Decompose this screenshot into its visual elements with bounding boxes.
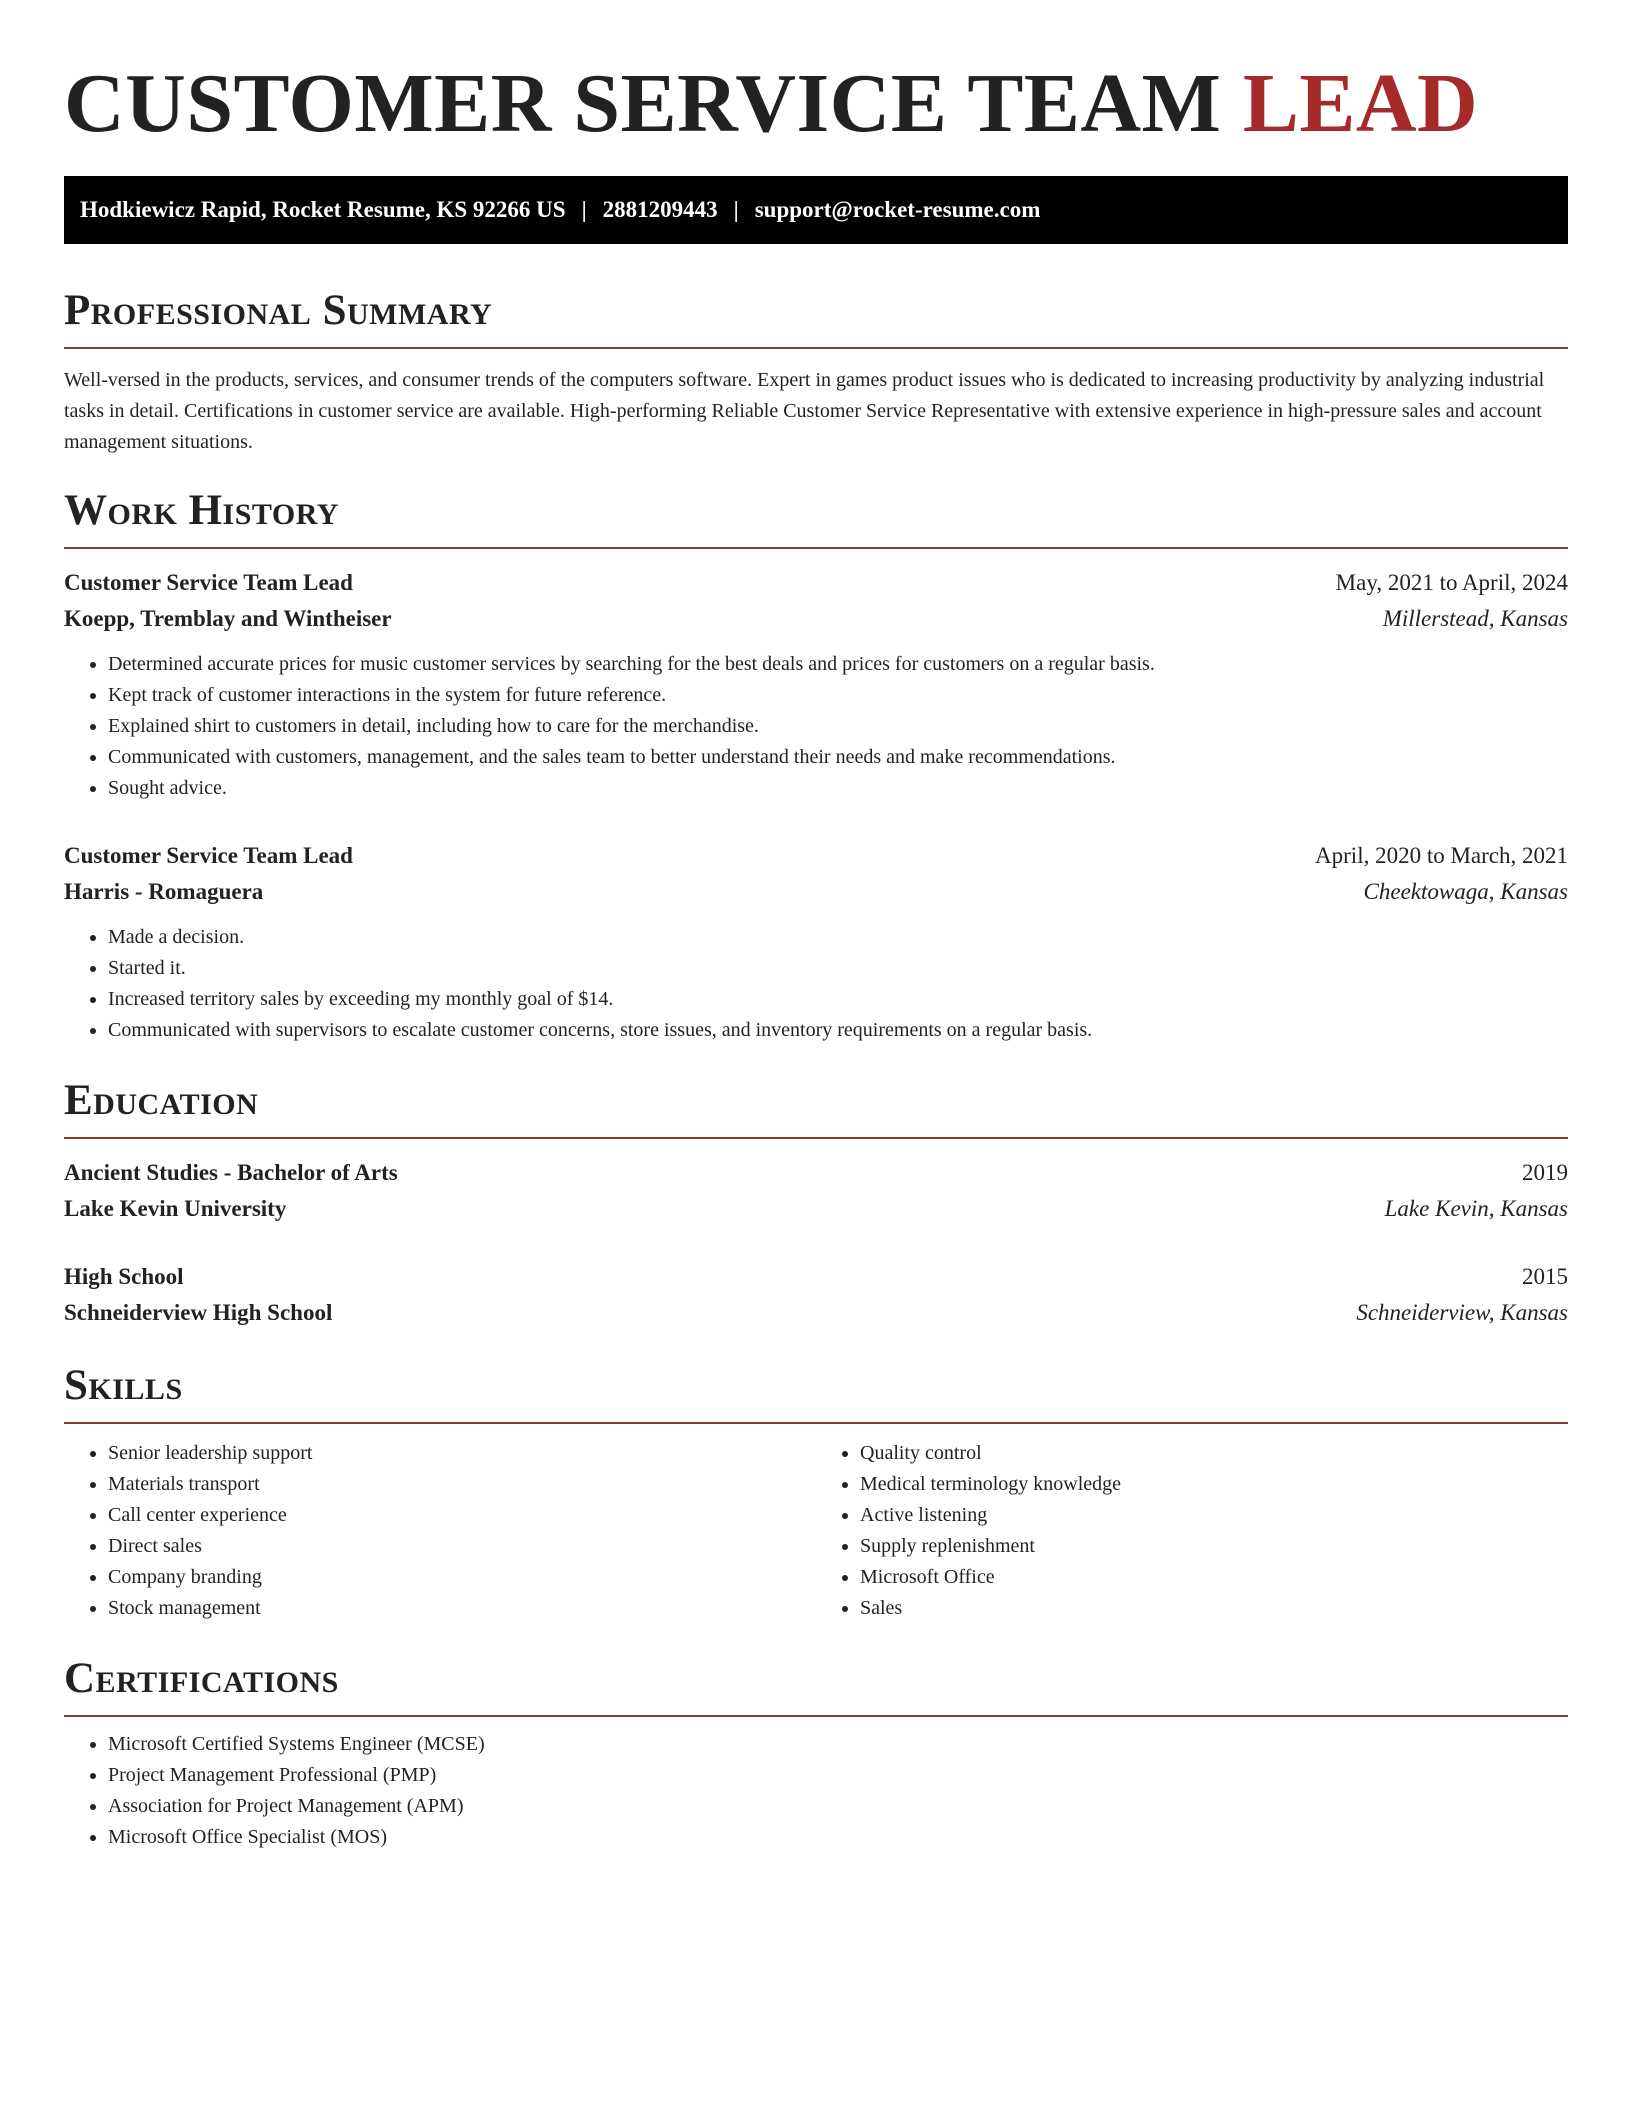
job-bullet: • Sought advice. bbox=[108, 773, 1568, 804]
skill-item: • Senior leadership support bbox=[108, 1438, 816, 1469]
education-year: 2019 bbox=[1522, 1160, 1568, 1185]
summary-heading: Professional Summary bbox=[64, 286, 1568, 349]
skill-item: • Active listening bbox=[860, 1500, 1568, 1531]
job-bullet: • Kept track of customer interactions in the system for future reference. bbox=[108, 680, 1568, 711]
skill-item: • Supply replenishment bbox=[860, 1531, 1568, 1562]
education-school-row bbox=[64, 1191, 1568, 1227]
job-dates: April, 2020 to March, 2021 bbox=[1315, 843, 1568, 868]
education-school: Schneiderview High School bbox=[64, 1300, 333, 1325]
job-company-row bbox=[64, 874, 1568, 910]
job-location: Millerstead, Kansas bbox=[1382, 606, 1568, 631]
skills-heading: Skills bbox=[64, 1361, 1568, 1424]
job-title: Customer Service Team Lead bbox=[64, 843, 353, 868]
job-bullet: • Communicated with customers, management, and the sales team to better understand their needs and make recommendations. bbox=[108, 742, 1568, 773]
skills-column-1 bbox=[64, 1438, 816, 1624]
work-history-section bbox=[64, 486, 1568, 1046]
job-bullet: • Determined accurate prices for music customer services by searching for the best deals and prices for customers on a regular basis. bbox=[108, 649, 1568, 680]
education-degree-row bbox=[64, 1259, 1568, 1295]
job-bullet: • Made a decision. bbox=[108, 922, 1568, 953]
certification-item: • Microsoft Certified Systems Engineer (MCSE) bbox=[108, 1729, 1568, 1760]
skill-item: • Direct sales bbox=[108, 1531, 816, 1562]
contact-separator: | bbox=[733, 197, 739, 222]
job-company-row bbox=[64, 601, 1568, 637]
job-title: Customer Service Team Lead bbox=[64, 570, 353, 595]
skills-column-2 bbox=[816, 1438, 1568, 1624]
certifications-heading: Certifications bbox=[64, 1654, 1568, 1717]
education-school: Lake Kevin University bbox=[64, 1196, 287, 1221]
job-bullets bbox=[64, 922, 1568, 1046]
summary-text: Well-versed in the products, services, and consumer trends of the computers software. Expert in games product issues who is dedicated to increasing productivity by analyzing industrial tasks in detail. Certifications in customer service are available. High-performing Reliable Customer Service Representative with extensive experience in high-pressure sales and account management situations. bbox=[64, 369, 1545, 453]
education-entry bbox=[64, 1259, 1568, 1331]
resume-title-main: CUSTOMER SERVICE TEAM bbox=[64, 57, 1222, 150]
skill-item: • Stock management bbox=[108, 1593, 816, 1624]
job-bullet: • Increased territory sales by exceeding my monthly goal of $14. bbox=[108, 984, 1568, 1015]
job-location: Cheektowaga, Kansas bbox=[1363, 879, 1568, 904]
skill-item: • Medical terminology knowledge bbox=[860, 1469, 1568, 1500]
certification-item: • Microsoft Office Specialist (MOS) bbox=[108, 1822, 1568, 1853]
skills-grid bbox=[64, 1438, 1568, 1624]
resume-title-accent: LEAD bbox=[1242, 57, 1479, 150]
certification-item: • Project Management Professional (PMP) bbox=[108, 1760, 1568, 1791]
education-year: 2015 bbox=[1522, 1264, 1568, 1289]
contact-bar bbox=[64, 176, 1568, 244]
skill-item: • Quality control bbox=[860, 1438, 1568, 1469]
skill-item: • Company branding bbox=[108, 1562, 816, 1593]
skill-item: • Materials transport bbox=[108, 1469, 816, 1500]
job-bullet: • Explained shirt to customers in detail, including how to care for the merchandise. bbox=[108, 711, 1568, 742]
certifications-list bbox=[64, 1729, 1568, 1853]
job-bullets bbox=[64, 649, 1568, 804]
education-location: Schneiderview, Kansas bbox=[1356, 1300, 1568, 1325]
skill-item: • Call center experience bbox=[108, 1500, 816, 1531]
skill-item: • Sales bbox=[860, 1593, 1568, 1624]
education-heading: Education bbox=[64, 1076, 1568, 1139]
contact-email: support@rocket-resume.com bbox=[754, 197, 1041, 222]
job-entry bbox=[64, 838, 1568, 1046]
certification-item: • Association for Project Management (APM) bbox=[108, 1791, 1568, 1822]
skill-item: • Microsoft Office bbox=[860, 1562, 1568, 1593]
job-dates: May, 2021 to April, 2024 bbox=[1335, 570, 1568, 595]
resume-title bbox=[64, 0, 1568, 152]
work-history-heading: Work History bbox=[64, 486, 1568, 549]
job-entry bbox=[64, 565, 1568, 804]
contact-address: Hodkiewicz Rapid, Rocket Resume, KS 92266 US bbox=[80, 197, 566, 222]
summary-section bbox=[64, 286, 1568, 458]
education-location: Lake Kevin, Kansas bbox=[1384, 1196, 1568, 1221]
education-school-row bbox=[64, 1295, 1568, 1331]
certifications-section bbox=[64, 1654, 1568, 1853]
education-degree: High School bbox=[64, 1264, 184, 1289]
job-bullet: • Communicated with supervisors to escalate customer concerns, store issues, and inventory requirements on a regular basis. bbox=[108, 1015, 1568, 1046]
education-entry bbox=[64, 1155, 1568, 1227]
job-title-row bbox=[64, 838, 1568, 874]
skills-section bbox=[64, 1361, 1568, 1624]
contact-separator: | bbox=[581, 197, 587, 222]
job-title-row bbox=[64, 565, 1568, 601]
job-company: Koepp, Tremblay and Wintheiser bbox=[64, 606, 392, 631]
job-company: Harris - Romaguera bbox=[64, 879, 264, 904]
education-degree-row bbox=[64, 1155, 1568, 1191]
education-section bbox=[64, 1076, 1568, 1331]
education-degree: Ancient Studies - Bachelor of Arts bbox=[64, 1160, 398, 1185]
job-bullet: • Started it. bbox=[108, 953, 1568, 984]
contact-phone: 2881209443 bbox=[602, 197, 718, 222]
